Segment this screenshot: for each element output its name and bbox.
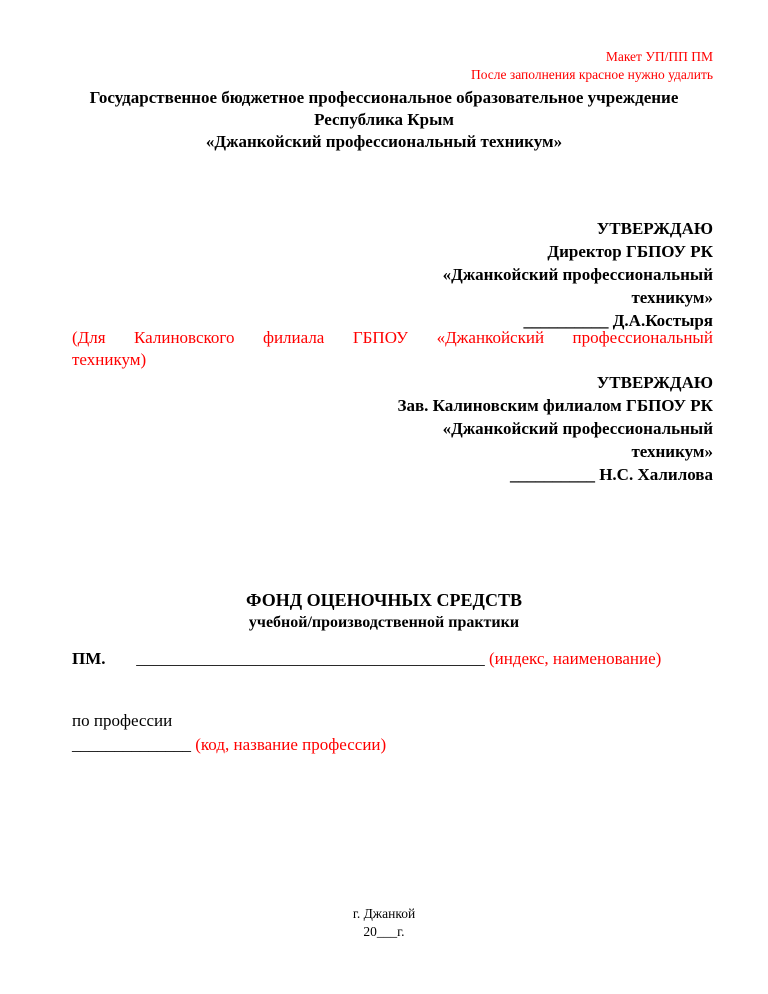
- branch-note-word: (Для: [72, 328, 106, 347]
- branch-note-line1: [72, 327, 713, 349]
- template-note-line2: После заполнения красное нужно удалить: [470, 67, 713, 82]
- document-title-block: [0, 589, 768, 633]
- footer-city: г. Джанкой: [352, 906, 416, 921]
- branch-approval-org-line2: техникум»: [631, 442, 713, 461]
- module-line: [72, 648, 661, 670]
- approval-position: Директор ГБПОУ РК: [547, 242, 713, 261]
- approval-signature: __________ Д.А.Костыря: [523, 311, 713, 330]
- profession-hint: (код, название профессии): [195, 735, 387, 754]
- branch-note-word: филиала: [262, 328, 325, 347]
- profession-block: [72, 710, 386, 756]
- branch-note-word: профессиональный: [572, 328, 713, 347]
- approval-block-main: [443, 217, 713, 332]
- footer: [0, 905, 768, 941]
- document-subtitle: учебной/производственной практики: [248, 614, 520, 631]
- branch-note-word: Калиновского: [134, 328, 235, 347]
- profession-blank: ______________: [72, 735, 191, 754]
- module-label: ПМ.: [72, 649, 106, 668]
- branch-note-word: «Джанкойский: [436, 328, 545, 347]
- approval-org-line2: техникум»: [631, 288, 713, 307]
- template-note-line1: Макет УП/ПП ПМ: [605, 49, 713, 64]
- approval-org-line1: «Джанкойский профессиональный: [442, 265, 713, 284]
- institution-line3: «Джанкойский профессиональный техникум»: [205, 132, 563, 151]
- profession-line: [72, 734, 386, 756]
- branch-note: [72, 327, 713, 371]
- module-hint: (индекс, наименование): [489, 649, 662, 668]
- branch-approval-signature: __________ Н.С. Халилова: [509, 465, 713, 484]
- approval-title: УТВЕРЖДАЮ: [596, 219, 713, 238]
- document-title: ФОНД ОЦЕНОЧНЫХ СРЕДСТВ: [246, 590, 522, 610]
- approval-block-branch: [397, 371, 713, 486]
- branch-approval-title: УТВЕРЖДАЮ: [596, 373, 713, 392]
- branch-note-line2: техникум): [72, 350, 147, 369]
- institution-line2: Республика Крым: [314, 110, 454, 129]
- module-blank: _________________________________________: [136, 649, 485, 668]
- branch-approval-org-line1: «Джанкойский профессиональный: [442, 419, 713, 438]
- profession-label: по профессии: [72, 711, 173, 730]
- branch-approval-position: Зав. Калиновским филиалом ГБПОУ РК: [397, 396, 713, 415]
- institution-header: [0, 87, 768, 153]
- template-note: [471, 48, 713, 84]
- footer-year: 20___г.: [363, 924, 405, 939]
- institution-line1: Государственное бюджетное профессиональное образовательное учреждение: [89, 88, 679, 107]
- branch-note-word: ГБПОУ: [352, 328, 409, 347]
